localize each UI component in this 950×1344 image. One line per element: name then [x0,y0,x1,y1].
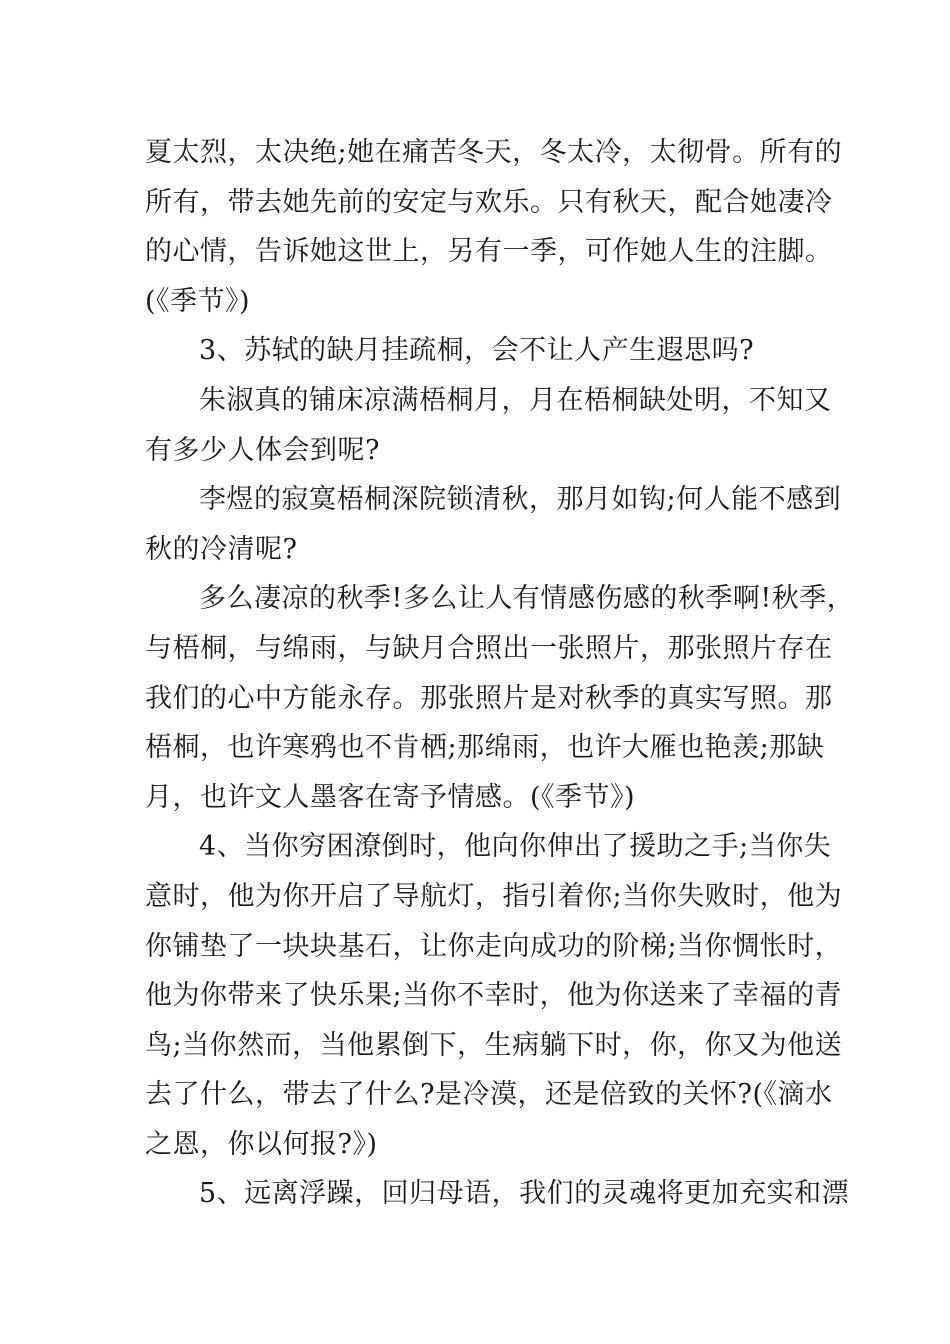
text-line: 与梧桐，与绵雨，与缺月合照出一张照片，那张照片存在 [145,632,833,664]
text-line: 4、当你穷困潦倒时，他向你伸出了援助之手;当你失 [199,831,832,863]
text-line: 秋的冷清呢? [145,533,298,565]
text-line: 有多少人体会到呢? [145,434,380,466]
text-line: 我们的心中方能永存。那张照片是对秋季的真实写照。那 [145,682,833,714]
text-line: 意时，他为你开启了导航灯，指引着你;当你失败时，他为 [145,880,843,912]
text-line: 的心情，告诉她这世上，另有一季，可作她人生的注脚。 [145,236,833,268]
text-line: 你铺垫了一块块基石，让你走向成功的阶梯;当你惆怅时， [145,930,843,962]
text-line: 之恩，你以何报?》) [145,1128,378,1160]
document-body [145,128,855,1219]
text-line: 梧桐，也许寒鸦也不肯栖;那绵雨，也许大雁也艳羡;那缺 [145,732,825,764]
text-line: 所有，带去她先前的安定与欢乐。只有秋天，配合她凄冷 [145,186,833,218]
text-line: 月，也许文人墨客在寄予情感。(《季节》) [145,781,636,813]
text-line: 鸟;当你然而，当他累倒下，生病躺下时，你，你又为他送 [145,1029,843,1061]
text-line: 多么凄凉的秋季!多么让人有情感伤感的秋季啊!秋季， [199,583,855,615]
text-line: 他为你带来了快乐果;当你不幸时，他为你送来了幸福的青 [145,980,843,1012]
text-line: 夏太烈，太决绝;她在痛苦冬天，冬太冷，太彻骨。所有的 [145,137,843,168]
text-line: (《季节》) [145,285,251,317]
text-line: 5、远离浮躁，回归母语，我们的灵魂将更加充实和漂 [199,1178,850,1210]
text-line: 3、苏轼的缺月挂疏桐，会不让人产生遐思吗? [199,335,755,367]
text-line: 朱淑真的铺床凉满梧桐月，月在梧桐缺处明，不知又 [199,384,832,416]
text-line: 去了什么，带去了什么?是冷漠，还是倍致的关怀?(《滴水 [145,1079,833,1111]
text-line: 李煜的寂寞梧桐深院锁清秋，那月如钩;何人能不感到 [199,484,842,516]
